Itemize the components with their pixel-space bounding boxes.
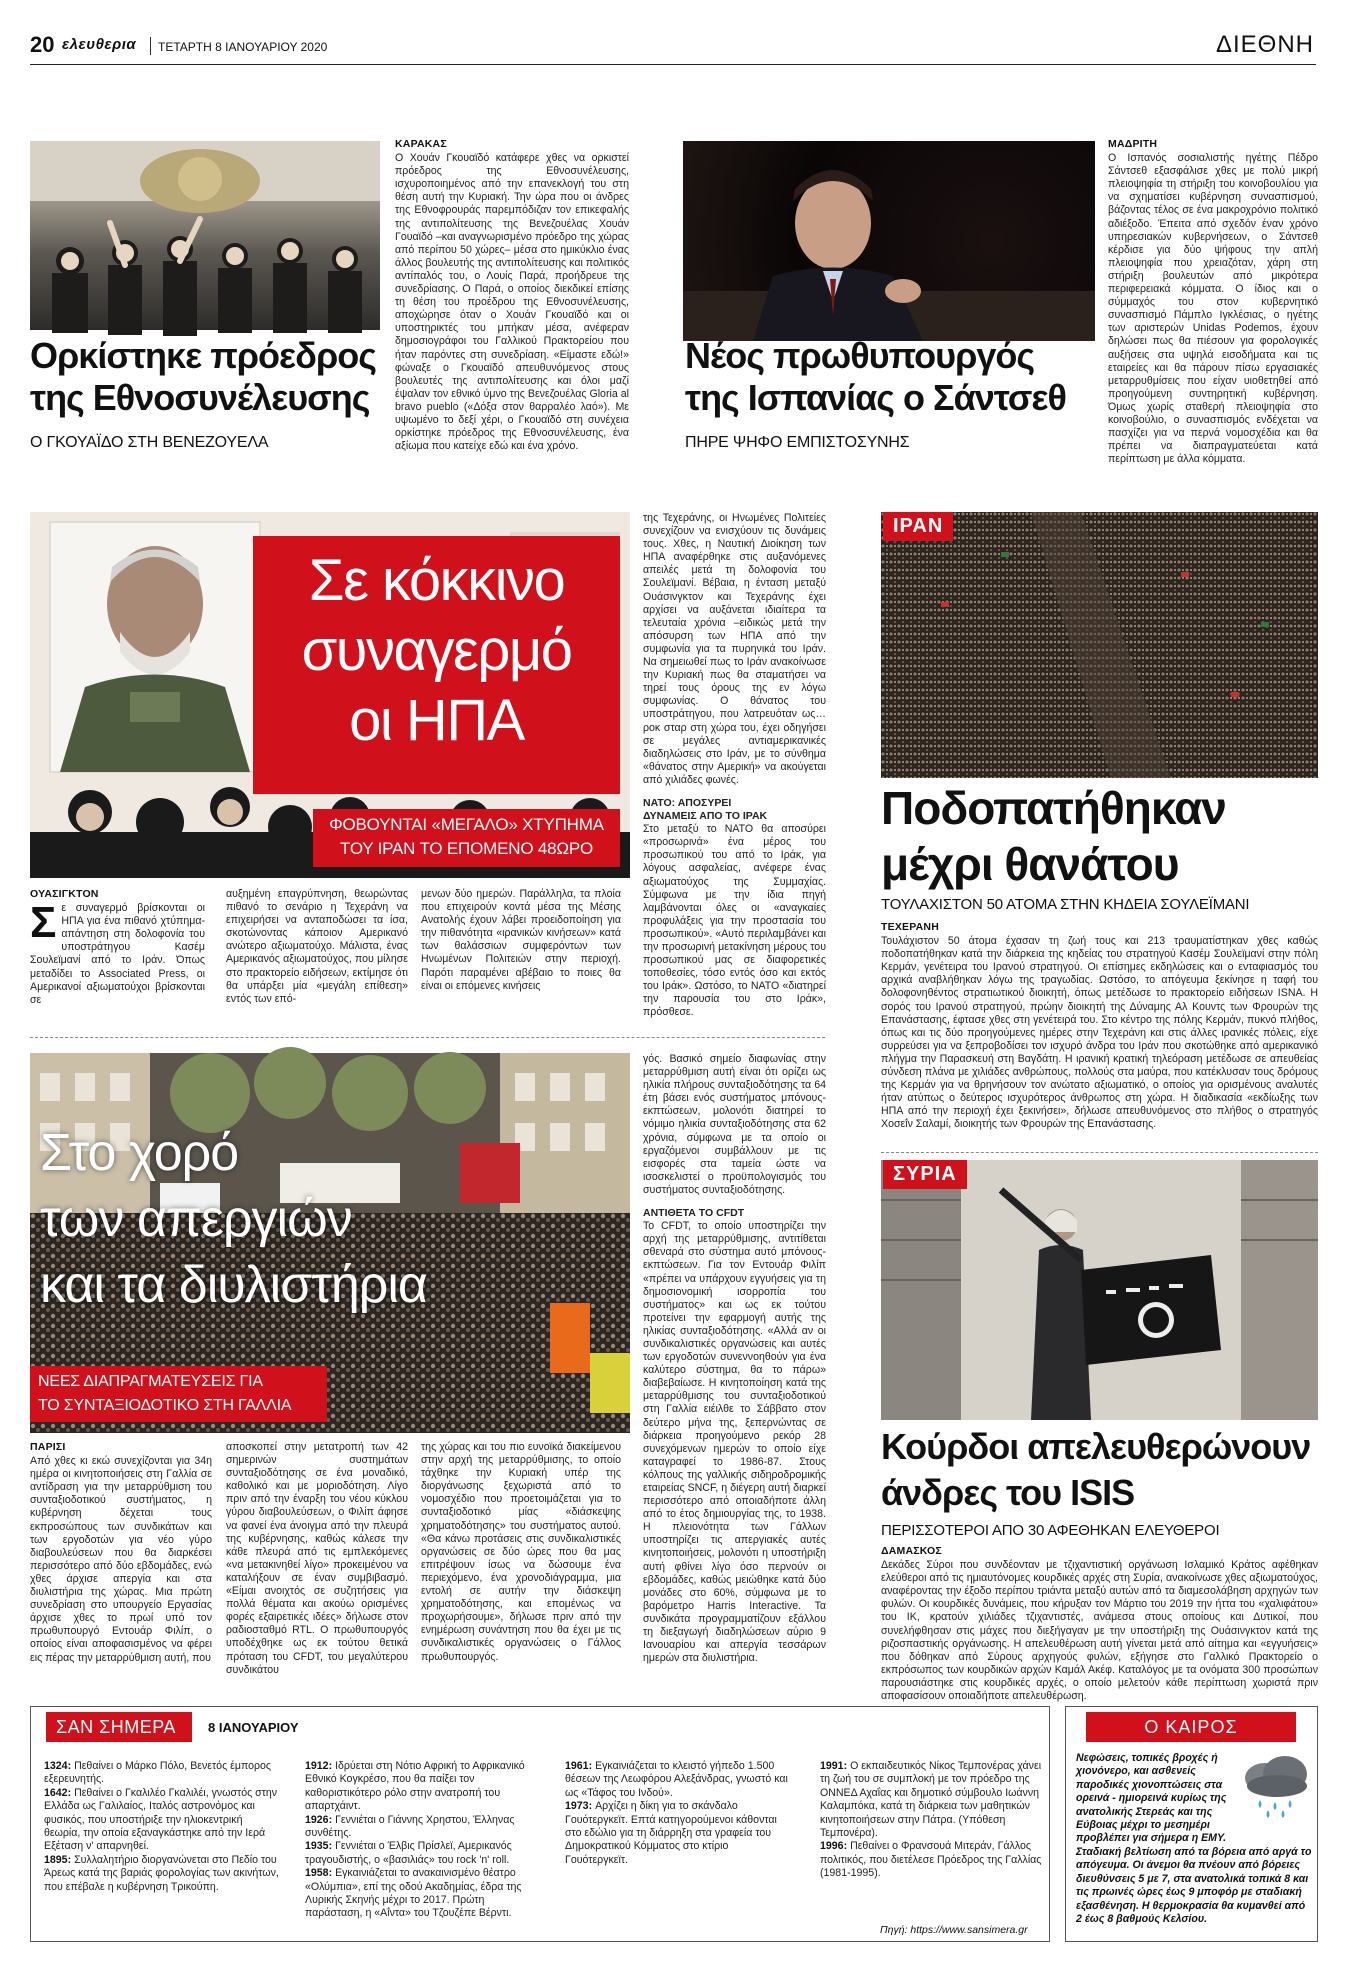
usa-article-col-4	[643, 512, 826, 1032]
today-entry-separator: :	[588, 1760, 596, 1772]
iran-headline	[881, 780, 1318, 892]
syria-photo	[881, 1160, 1318, 1420]
nato-subhead-2: ΔΥΝΑΜΕΙΣ ΑΠΟ ΤΟ ΙΡΑΚ	[643, 810, 768, 823]
france-deck	[38, 1370, 323, 1418]
syria-body: Δεκάδες Σύροι που συνδέονταν με τζιχαντιστική οργάνωση Ισλαμικό Κράτος αφέθηκαν ελεύθεροι από τις ημιαυτόνομες κουρδικές αρχές στη Συρία, ανακοίνωσε χθες αξιωματούχος, αναφέροντας την έξοδο περίπου τριάντα μεταξύ αυτών από τα διαμεσολάβηση αρχηγών των φυλών. Οι κουρδικές δυνάμεις, που κήρυξαν τον Μάρτιο του 2019 την ήττα του «χαλιφάτου» του ΙΚ, κρατούν χιλιάδες τζιχαντιστές, ανάμεσα στους οποίους και Δυτικοί, που συνελήφθησαν στις μάχες που διεξήγαγαν με την υποστήριξη της Ουάσινγκτον κατά της ριζοσπαστικής οργάνωσης. Η απελευθέρωση αυτή γίνεται μετά από αίτημα και «εγγυήσεις» που δόθηκαν από Σύρους αρχηγούς φυλών, εξήγησε στο Γαλλικό Πρακτορείο ο εκπρόσωπος των κουρδικών αρχών Καμάλ Ακέφ. Καταλόγος με τα ονόματα 300 προσώπων παρουσιάστηκε στις κουρδικές αρχές, ο οποίο μελετούν κάθε περίπτωση χωριστά πριν αποφασίσουν οποιαδήποτε απελευθέρωση.	[881, 1559, 1318, 1703]
iran-crowd-illustration	[881, 512, 1318, 778]
venezuela-photo	[30, 141, 380, 330]
today-entry-text: Πεθαίνει ο Γκαλιλέο Γκαλιλέι, γνωστός στην Ελλάδα ως Γαλιλαίος, Ιταλός αστρονόμος και φυσικός, που υποστήριξε την ηλιοκεντρική θεωρία, την οποία εξαναγκάστηκε από την Ιερά Εξέταση ν' απαρνηθεί.	[44, 1786, 278, 1853]
france-body-col-2: αποσκοπεί στην μετατροπή των 42 σημερινών συστημάτων συνταξιοδότησης σε ένα μοναδικό, καθολικό και με μοριοδότηση. Λίγο πριν από την έναρξη του νέου κύκλου γύρου διαβουλεύσεων, ο Φιλίπ άφησε να φανεί ένα άνοιγμα από την πλευρά της κυβέρνησης, καθώς κάλεσε την κάθε πλευρά από τις εμπλεκόμενες «να μετακινηθεί λίγο» προκειμένου να καταλήξουν σε έναν συμβιβασμό. «Είμαι ανοιχτός σε συζητήσεις για πολλά θέματα και ακούω ορισμένες φορές εξαιρετικές ιδέες» δήλωσε στον ραδιοσταθμό RTL. Ο πρωθυπουργός υποδέχθηκε ως εκ τούτου θετικά πρόταση του CFDT, του μεγαλύτερου συνδικάτου	[226, 1441, 408, 1676]
today-entry	[44, 1760, 279, 1787]
venezuela-body: Ο Χουάν Γκουαϊδό κατάφερε χθες να ορκιστεί πρόεδρος της Εθνοσυνέλευσης, ισχυροποιημένος από την επανεκλογή του στη θέση αυτή την Κυριακή. Την ώρα που οι άνδρες της Εθνοφρουράς παρεμπόδιζαν τον επικεφαλής της αντιπολίτευσης της Βενεζουέλας Χουάν Γουαϊδό –και αναγνωρισμένο πρόεδρο της χώρας από περίπου 50 χώρες– μέσα στο ημικύκλιο ένας άλλος βουλευτής της αντιπολίτευσης και πολιτικός αντίπαλός του, ο Λουίς Παρά, προήδρευε της συνεδρίασης. Ο Παρά, ο οποίος διεκδικεί επίσης τη θέση του προέδρου της Εθνοσυνέλευσης, αποχώρησε όταν ο Χουάν Γκουαϊδό και οι υποστηρικτές του μπήκαν μέσα, ανέφεραν δημοσιογράφοι του Γαλλικού Πρακτορείου που ήταν παρόντες στη συνεδρίαση. «Είμαστε εδώ!» φώναξε ο Γκουαϊδό απευθυνόμενος στους βουλευτές της αντιπολίτευσης και όλοι μαζί έψαλαν τον εθνικό ύμνο της Βενεζουέλας Gloria al bravo pueblo («Δόξα στον θαρραλέο λαό»). Με υψωμένο το δεξί χέρι, ο Γκουαϊδό στη συνέχεια ορκίστηκε πρόεδρος της Εθνοσυνέλευσης, ένα αξίωμα που κατείχε εδώ και ένα χρόνο.	[395, 152, 629, 453]
today-entry-year: 1935	[305, 1840, 329, 1853]
france-deck-line-1: ΝΕΕΣ ΔΙΑΠΡΑΓΜΑΤΕΥΣΕΙΣ ΓΙΑ	[38, 1373, 263, 1390]
france-article-col-4	[643, 1053, 826, 1691]
today-col-4	[820, 1760, 1042, 1910]
today-entry-separator: :	[843, 1840, 851, 1853]
today-entry-text: Πεθαίνει ο Μάρκο Πόλο, Βενετός έμπορος εξερευνητής.	[44, 1760, 272, 1786]
usa-deck-line-2: ΤΟΥ ΙΡΑΝ ΤΟ ΕΠΟΜΕΝΟ 48ΩΡΟ	[339, 839, 594, 858]
france-headline-line-1: Στο χορό	[40, 1124, 239, 1182]
spain-headline	[685, 335, 1105, 419]
today-entry-year: 1996	[820, 1840, 844, 1853]
spain-body: Ο Ισπανός σοσιαλιστής ηγέτης Πέδρο Σάντσεθ εξασφάλισε χθες με πολύ μικρή πλειοψηφία τη στήριξη του κοινοβουλίου για να σχηματίσει κυβέρνηση συνασπισμού, βάζοντας τέλος σε ένα μακροχρόνιο πολιτικό αδιέξοδο. Έπειτα από σχεδόν έναν χρόνο υπηρεσιακών κυβερνήσεων, ο Σάντσεθ κέρδισε για δύο ψήφους την απλή πλειοψηφία που χρειαζόταν, χάρη στη στήριξη βουλευτών από μικρότερα περιφερειακά κόμματα. Ο ίδιος και ο σύμμαχός του στον κυβερνητικό συνασπισμό Πάμπλο Ιγκλέσιας, ο ηγέτης των αριστερών Unidas Podemos, έχουν δηλώσει πως θα πιέσουν για φορολογικές αυξήσεις στα υψηλά εισοδήματα και τις εταιρείες και θα πάρουν πίσω εργασιακές μεταρρυθμίσεις που είχαν υιοθετηθεί από προηγούμενη συντηρητική κυβέρνηση. Όμως χωρίς σταθερή πλειοψηφία στο κοινοβούλιο, ο συνασπισμός ενδέχεται να πασχίζει για να περνά νομοσχέδια και θα πρέπει να διαπραγματεύεται κατά περίπτωση με άλλα κόμματα.	[1108, 152, 1318, 466]
today-entry	[305, 1867, 537, 1921]
today-entry-text: Εγκαινιάζεται το ανακαινισμένο θέατρο «Ολύμπια», επί της οδού Ακαδημίας, έδρα της Λυρικής Σκηνής μέχρι το 2017. Πρώτη παράσταση, η «Αΐντα» του Τζουζέπε Βέρντι.	[305, 1867, 522, 1920]
issue-date: ΤΕΤΑΡΤΗ 8 ΙΑΝΟΥΑΡΙΟΥ 2020	[158, 40, 328, 54]
today-entry-year: 1973	[565, 1800, 589, 1813]
iran-body: Τουλάχιστον 50 άτομα έχασαν τη ζωή τους και 213 τραυματίστηκαν χθες καθώς ποδοπατήθηκαν κατά την διάρκεια της κηδείας του στρατηγού Κασέμ Σουλεϊμανί στην πόλη Κερμάν, γενέτειρα του Ιρανού στρατηγού. Οι επίσημες εκδηλώσεις και ο ενταφιασμός του αρχικά αναβλήθηκαν λόγω της τραγωδίας. Ωστόσο, το απόγευμα ξεκίνησε η ταφή του δολοφονηθέντος στρατιωτικού διοικητή, όπως μετέδωσε το πρακτορείο ειδήσεων ISNA. Η σορός του Ιρανού στρατηγού, πρώην διοικητή της Δύναμης Αλ Κουντς των Φρουρών της Επανάστασης, έφτασε χθες στη γενέτειρά του. Στο κέντρο της πόλης Κερμάν, πυκνό πλήθος, όπως και τις δύο προηγούμενες ημέρες στην Τεχεράνη και στις άλλες ιρανικές πόλεις, είχε συρρεύσει για να ξεπροβοδίσει τον ισχυρό άνδρα του Ιράν που σκοτώθηκε από αμερικανικό πλήγμα την Παρασκευή στη Βαγδάτη. Η ιρανική κρατική τηλεόραση μετέδωσε σε απευθείας σύνδεση πλάνα με χιλιάδες ανθρώπους, πολλούς στα μαύρα, που κατέκλυσαν τους δρόμους της Κερμάν για να θρηνήσουν τον ανώτατο αξιωματικό, ο οποίος για ορισμένους αναλυτές ήταν ατύπως ο δεύτερος ισχυρότερος άνθρωπος στη χώρα. Η διαδικασία «εκδίωξης των ΗΠΑ από την περιοχή έχει ξεκινήσει», δήλωσε απευθυνόμενος στο πλήθος ο στρατηγός Χοσεΐν Σαλαμί, διοικητής των Φρουρών της Επανάστασης.	[881, 935, 1318, 1131]
syria-dateline: ΔΑΜΑΣΚΟΣ	[881, 1545, 942, 1557]
syria-headline-line-1: Κούρδοι απελευθερώνουν	[881, 1426, 1311, 1467]
usa-headline-line-3: οι ΗΠΑ	[349, 688, 524, 753]
usa-body-col-2: αυξημένη επαγρύπνηση, θεωρώντας πιθανό το σενάριο η Τεχεράνη να επιχειρήσει να ανταποδώσει τα ίσα, σκοτώνοντας κάποιον Αμερικανό ανώτερο αξιωματούχο. Μάλιστα, ένας Αμερικανός αξιωματούχος, που μίλησε στο πρακτορείο ειδήσεων, εκτίμησε ότι θα υπάρξει μία «μεγάλη επίθεση» εντός των επό-	[226, 888, 408, 1005]
iran-headline-line-1: Ποδοπατήθηκαν	[881, 782, 1226, 834]
spain-dateline: ΜΑΔΡΙΤΗ	[1108, 138, 1158, 150]
france-body-col-1: Από χθες κι εκώ συνεχίζονται για 34η ημέρα οι κινητοποιήσεις στη Γαλλία σε αντίδραση για την μεταρρύθμιση του συνταξιοδοτικού συστήματος, η κυβέρνηση δέχεται τους εκπροσώπους των συνδικάτων και των εργοδοτών για νέο γύρο διαβουλεύσεων που θα διαρκέσει περισσότερο από δύο εβδομάδες, ενώ χθες άρχισε απεργία και στα διυλιστήρια της χώρας. Μια πρώτη συνεδρίαση στο υπουργείο Εργασίας άρχισε χθες το πρωί υπό τον πρωθυπουργό Εντουάρ Φιλίπ, ο οποίος είναι αποφασισμένος να φέρει εις πέρας την μεταρρύθμιση αυτή, που	[30, 1455, 212, 1664]
section-divider-syria	[881, 1152, 1318, 1153]
france-deck-line-2: ΤΟ ΣΥΝΤΑΞΙΟΔΟΤΙΚΟ ΣΤΗ ΓΑΛΛΙΑ	[38, 1397, 292, 1414]
today-entry	[44, 1854, 279, 1894]
venezuela-deck: Ο ΓΚΟΥΑΪΔΟ ΣΤΗ ΒΕΝΕΖΟΥΕΛΑ	[30, 434, 269, 451]
today-date: 8 ΙΑΝΟΥΑΡΙΟΥ	[208, 1720, 299, 1735]
syria-article	[881, 1545, 1318, 1703]
venezuela-headline-line-1: Ορκίστηκε πρόεδρος	[30, 335, 376, 376]
france-headline-line-3: και τα διυλιστήρια	[40, 1256, 427, 1314]
today-entry-separator: :	[328, 1867, 336, 1880]
header-rule	[30, 64, 1316, 65]
today-entry-text: Ιδρύεται στη Νότιο Αφρική το Αφρικανικό Εθνικό Κογκρέσο, που θα παίξει τον καθοριστικότερο ρόλο στην ανατροπή του απαρτχάιντ.	[305, 1760, 525, 1813]
syria-fighter-illustration	[881, 1160, 1318, 1420]
syria-tag: ΣΥΡΙΑ	[883, 1160, 967, 1189]
usa-body-col-4: της Τεχεράνης, οι Ηνωμένες Πολιτείες συνεχίζουν να ενισχύουν τις δυνάμεις τους. Χθες, η Ναυτική Διοίκηση των ΗΠΑ αναφέρθηκε στις αυξανόμενες απειλές μετά τη δολοφονία του Σουλεϊμανί. Βέβαια, η ένταση μεταξύ Ουάσινγκτον και Τεχεράνης έχει αρχίσει να αυξάνεται ιδιαίτερα τα τελευταία χρόνια –ειδικώς μετά την απόσυρση των ΗΠΑ από την συμφωνία για τα πυρηνικά του Ιράν. Να σημειωθεί πως το Ιράν ανακοίνωσε την Κυριακή πως θα σταματήσει να τηρεί τους όρους της εν λόγω συμφωνίας. Ο θάνατος του υποστράτηγου, που λατρευόταν ως… ροκ σταρ στη χώρα του, έχει οδηγήσει σε μεγάλες αντιαμερικανικές διαδηλώσεις στο Ιράν, με το σύνθημα «θάνατος στην Αμερική» να ακούγεται από χιλιάδες φωνές.	[643, 512, 826, 786]
usa-headline-line-2: συναγερμό	[301, 618, 572, 683]
today-entry-separator: :	[328, 1813, 336, 1826]
france-article-col-1	[30, 1441, 212, 1691]
iran-headline-line-2: μέχρι θανάτου	[881, 838, 1179, 890]
usa-body-col-1: ε συναγερμό βρίσκονται οι ΗΠΑ για ένα πιθανό χτύπημα-απάντηση στη δολοφονία του υποστράτηγου Κασέμ Σουλεϊμανί από το Ιράν. Όπως μεταδίδει το Associated Press, οι Αμερικανοί αξιωματούχοι βρίσκονται σε	[30, 902, 205, 1006]
today-entry-year: 1961	[565, 1760, 589, 1772]
cfdt-body: Το CFDT, το οποίο υποστηρίζει την αρχή της μεταρρύθμισης, αντιτίθεται σθεναρά στο σύστημα αυτό μπόνους-εκπτώσεων. Για τον Εντουάρ Φιλίπ «πρέπει να υπάρχουν εγγυήσεις για τη δημοσιονομική ισορροπία του συστήματος» και ως εκ τούτου προτείνει την εφαρμογή αυτής της ηλικίας συνταξιοδότησης. «Αλλά αν οι συνδικαλιστικές οργανώσεις και αυτές των εργοδοτών συνεννοηθούν για ένα καλύτερο σύστημα, θα το πάρω» διαβεβαίωσε. Η κινητοποίηση κατά της μεταρρύθμισης του συνταξιοδοτικού στη Γαλλία ειέιλθε το Σάββατο στον δεύτερο μήνα της, ξεπερνώντας σε διάρκεια προηγούμενο ρεκόρ 28 συνεχόμενων ημερών το οποίο είχε καταγραφεί το 1986-87. Στους κόλπους της γαλλικής σιδηροδρομικής εταιρείας SNCF, η διέγερη αυτή διαρκεί περισσότερο από οποιαδήποτε άλλη από το έτος δημιουργίας της, το 1938. Η πλειονότητα των Γάλλων υποστηρίζει τις απεργιακές αυτές κινητοποιήσεις, μολονότι η υποστήριξη αυτή φθίνει λίγο όσο περνούν οι εβδομάδες, καθώς μειώθηκε κατά δύο μονάδες στο 60%, σύμφωνα με το βαρόμετρο Harris Interactive. Τα συνδικάτα προγραμματίζουν εξάλλου τη διεξαγωγή διαδηλώσεων αύριο 9 Ιανουαρίου και απεργία τεσσάρων ημερών στα διυλιστήρια.	[643, 1220, 826, 1665]
venezuela-headline-line-2: της Εθνοσυνέλευσης	[30, 377, 370, 418]
today-entry-separator: :	[328, 1760, 336, 1772]
today-entry	[305, 1814, 537, 1841]
usa-dropcap: Σ	[30, 898, 57, 948]
today-entry-separator: :	[67, 1853, 75, 1866]
today-entry-text: Ο εκπαιδευτικός Νίκος Τεμπονέρας χάνει τη ζωή του σε συμπλοκή με τον πρόεδρο της ΟΝΝΕΔ Αχαΐας και δημοτικό σύμβουλο Ιωάννη Καλαμπόκα, κατά τη διάρκεια των μαθητικών κινητοποιήσεων στην Πάτρα. (Υπόθεση Τεμπονέρα).	[820, 1760, 1042, 1840]
spain-photo	[683, 141, 1095, 341]
usa-headline	[253, 546, 620, 756]
iran-deck: ΤΟΥΛΑΧΙΣΤΟΝ 50 ΑΤΟΜΑ ΣΤΗΝ ΚΗΔΕΙΑ ΣΟΥΛΕΪΜΑΝΙ	[881, 896, 1250, 913]
today-entry-text: Αρχίζει η δίκη για το σκάνδαλο Γουότεργκεϊτ. Επτά κατηγορούμενοι κάθονται στο εδώλιο για τη διάρρηξη στα γραφεία του Δημοκρατικού Κόμματος στο κτίριο Γουότεργκεϊτ.	[565, 1800, 777, 1866]
today-col-3	[565, 1760, 790, 1938]
spain-headline-line-1: Νέος πρωθυπουργός	[685, 335, 1035, 376]
today-entry-year: 1926	[305, 1813, 329, 1826]
today-entry-separator: :	[328, 1840, 336, 1853]
spain-article	[1108, 138, 1318, 466]
weather-label: Ο ΚΑΙΡΟΣ	[1086, 1712, 1296, 1742]
today-entry-text: Γεννιέται ο Έλβις Πρίσλεϊ, Αμερικανός τραγουδιστής, ο «βασιλιάς» του rock 'n' roll.	[305, 1840, 512, 1866]
iran-article	[881, 921, 1318, 1141]
today-entry-separator: :	[588, 1800, 596, 1813]
today-col-1	[44, 1760, 279, 1938]
today-label: ΣΑΝ ΣΗΜΕΡΑ	[46, 1712, 192, 1742]
iran-tag: ΙΡΑΝ	[883, 512, 953, 541]
usa-article-col-1	[30, 888, 205, 1028]
today-entry-text: Εγκαινιάζεται το κλειστό γήπεδο 1.500 θέσεων της Λεωφόρου Αλεξάνδρας, γνωστό και ως «Τάφος του Ινδού».	[565, 1760, 788, 1799]
nato-subhead-1: ΝΑΤΟ: ΑΠΟΣΥΡΕΙ	[643, 796, 732, 809]
usa-headline-line-1: Σε κόκκινο	[308, 548, 565, 613]
weather-text-1: Νεφώσεις, τοπικές βροχές ή χιονόνερο, και ασθενείς παροδικές χιονοπτώσεις στα ορεινά - ημιορεινά κυρίως της ανατολικής Στερεάς και της Εύβοιας μέχρι το μεσημέρι προβλέπει για σήμερα η ΕΜΥ.	[1076, 1752, 1227, 1845]
today-source: Πηγή: https://www.sansimera.gr	[880, 1924, 1028, 1936]
france-body-col-3: της χώρας και του πιο ευνοϊκά διακείμενου στην αρχή της μεταρρύθμισης, το οποίο τάχθηκε την Κυριακή υπέρ της διοργάνωσης ξεχωριστά από το νομοσχέδιο που προετοιμάζεται για το συνταξιοδοτικό μίας «διάσκεψης χρηματοδότησης» του συστήματος αυτού. «Θα κάνω προτάσεις στις συνδικαλιστικές οργανώσεις σε δύο ώρες που θα μας επιτρέψουν ίσως να δώσουμε ένα περιεχόμενο, ένα χρονοδιάγραμμα, μια εντολή σε αυτήν την διάσκεψη χρηματοδότησης, και επομένως να προχωρήσουμε», δήλωσε πριν από την ενημέρωση συνάντηση που θα έχει με τις συνδικαλιστικές οργανώσεις ο Γάλλος πρωθυπουργός.	[421, 1441, 621, 1663]
today-entry-separator: :	[67, 1786, 75, 1799]
syria-headline-line-2: άνδρες του ISIS	[881, 1472, 1135, 1513]
today-entry-year: 1912	[305, 1760, 329, 1772]
cfdt-subhead: ΑΝΤΙΘΕΤΑ ΤΟ CFDT	[643, 1207, 745, 1220]
today-entry-text: Συλλαλητήριο διοργανώνεται στο Πεδίο του Άρεως κατά της βαριάς φορολογίας των ακινήτων, που επέβαλε η κυβέρνηση Τρικούπη.	[44, 1853, 279, 1893]
usa-deck-line-1: ΦΟΒΟΥΝΤΑΙ «ΜΕΓΑΛΟ» ΧΤΥΠΗΜΑ	[329, 815, 604, 834]
venezuela-dateline: ΚΑΡΑΚΑΣ	[395, 138, 447, 150]
today-entry	[565, 1760, 790, 1800]
today-entry	[820, 1840, 1042, 1880]
today-entry-year: 1324	[44, 1760, 68, 1772]
usa-deck	[313, 813, 620, 861]
venezuela-crowd-illustration	[30, 141, 380, 330]
section-title: ΔΙΕΘΝΗ	[1215, 31, 1314, 58]
today-entry	[44, 1787, 279, 1854]
today-entry	[305, 1760, 537, 1814]
spain-deck: ΠΗΡΕ ΨΗΦΟ ΕΜΠΙΣΤΟΣΥΝΗΣ	[685, 434, 910, 451]
iran-funeral-photo	[881, 512, 1318, 778]
france-headline-line-2: των απεργιών	[40, 1190, 352, 1248]
usa-body-col-3: μενων δύο ημερών. Παράλληλα, τα πλοία που επιχειρούν κοντά μέσα της Μέσης Ανατολής έχουν λάβει προειδοποίηση για την πιθανότητα «ιρανικών κινήσεων» κατά των θαλάσσιων συμφερόντων των Ηνωμένων Πολιτειών στην περιοχή. Παρότι παραμένει αβέβαιο το ποιες θα είναι οι επόμενες κινήσεις	[421, 888, 621, 992]
today-entry-text: Γεννιέται ο Γιάννης Χρηστου, Έλληνας συνθέτης.	[305, 1813, 515, 1840]
section-divider-usa	[30, 1037, 825, 1038]
rain-cloud-icon	[1235, 1748, 1315, 1818]
france-article-col-3	[421, 1441, 621, 1691]
spain-speaker-illustration	[683, 141, 1095, 341]
france-dateline: ΠΑΡΙΣΙ	[30, 1441, 66, 1453]
usa-article-col-2	[226, 888, 408, 1028]
today-col-2	[305, 1760, 537, 1938]
today-entry-separator: :	[843, 1760, 851, 1772]
today-entry-separator: :	[67, 1760, 75, 1772]
france-body-col-4: γός. Βασικό σημείο διαφωνίας στην μεταρρύθμιση αυτή είναι ότι ορίζει ως ηλικία πλήρους συνταξιοδότησης τα 64 έτη βάσει ενός συστήματος μπόνους-εκπτώσεων, μολονότι διατηρεί το νόμιμο ηλικία συνταξιοδότησης στα 62 χρόνια, σύμφωνα με τα οποίο οι εργαζόμενοι συμβάλλουν με τις εισφορές στα ταμεία ώστε να ισοσκελιστεί ο προϋπολογισμός του συστήματος συνταξιοδότησης.	[643, 1053, 826, 1196]
nato-body: Στο μεταξύ το ΝΑΤΟ θα αποσύρει «προσωρινά» ένα μέρος του προσωπικού του από το Ιράκ, για λόγους ασφαλείας, ανέφερε ένας αξιωματούχος της Συμμαχίας. Σύμφωνα με την ίδια πηγή λαμβάνονται όλες οι «αναγκαίες προφυλάξεις για την προστασία του προσωπικού». «Αυτό περιλαμβάνει και την προσωρινή μετακίνηση μέρους του προσωπικού μας σε διαφορετικές τοποθεσίες, τόσο εντός όσο και εκτός του Ιράκ». Ωστόσο, το ΝΑΤΟ «διατηρεί την παρουσία του στο Ιράκ», πρόσθεσε.	[643, 823, 826, 1019]
usa-article-col-3	[421, 888, 621, 1028]
syria-headline	[881, 1424, 1318, 1516]
today-entry-year: 1895	[44, 1853, 68, 1866]
paper-name: ελευθερια	[62, 36, 137, 53]
today-entry	[820, 1760, 1042, 1840]
page-header	[0, 0, 1346, 70]
page-number: 20	[30, 32, 55, 57]
syria-deck: ΠΕΡΙΣΣΟΤΕΡΟΙ ΑΠΟ 30 ΑΦΕΘΗΚΑΝ ΕΛΕΥΘΕΡΟΙ	[881, 1522, 1220, 1539]
header-divider	[150, 37, 151, 55]
today-entry-year: 1991	[820, 1760, 844, 1772]
iran-dateline: ΤΕΧΕΡΑΝΗ	[881, 921, 939, 933]
today-entry-year: 1958	[305, 1867, 329, 1880]
france-article-col-2	[226, 1441, 408, 1691]
today-entry	[565, 1800, 790, 1867]
weather-text-2: Σταδιακή βελτίωση από τα βόρεια από αργά το απόγευμα. Οι άνεμοι θα πνέουν από βόρειες διευθύνσεις 5 με 7, στα ανατολικά τοπικά 8 και τις πρωινές ώρες έως 9 μποφόρ με σταδιακή εξασθένηση. Η θερμοκρασία θα κυμανθεί από 2 έως 8 βαθμούς Κελσίου.	[1076, 1846, 1312, 1926]
today-entry-year: 1642	[44, 1786, 68, 1799]
today-entry-text: Πεθαίνει ο Φρανσουά Μιτεράν, Γάλλος πολιτικός, που διετέλεσε Πρόεδρος της Γαλλίας (1981-1995).	[820, 1840, 1042, 1880]
today-entry	[305, 1840, 537, 1867]
usa-dateline: ΟΥΑΣΙΓΚΤΟΝ	[30, 888, 99, 900]
venezuela-article	[395, 138, 629, 458]
venezuela-headline	[30, 335, 385, 419]
spain-headline-line-2: της Ισπανίας ο Σάντσεθ	[685, 377, 1066, 418]
france-headline	[40, 1120, 620, 1318]
